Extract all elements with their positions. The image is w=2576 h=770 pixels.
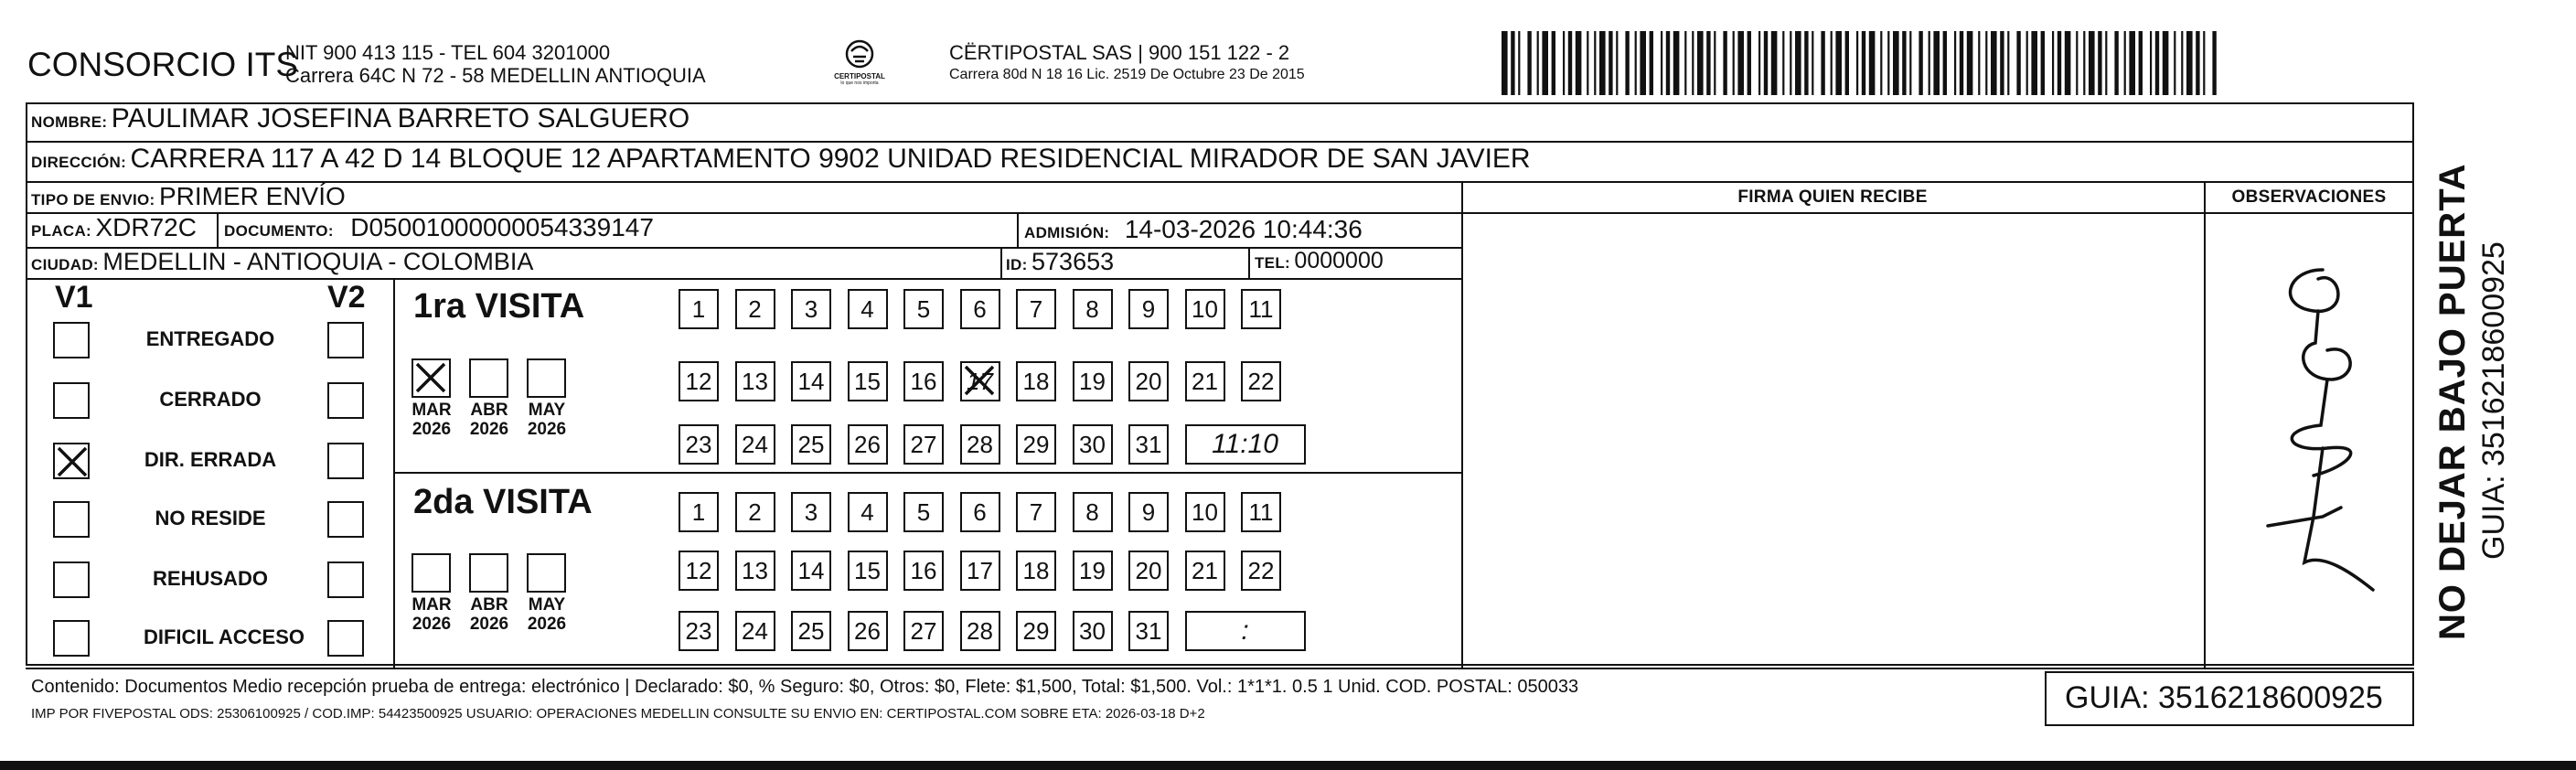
ciudad-cell (31, 248, 533, 276)
day-box[interactable]: 31 (1128, 611, 1169, 651)
documento-value: D05001000000054339147 (350, 213, 654, 241)
day-box[interactable]: 9 (1128, 289, 1169, 329)
status-v1-checkbox[interactable] (53, 620, 90, 657)
barcode-bar (2150, 31, 2152, 95)
status-option-label: DIFICIL ACCESO (143, 626, 305, 648)
day-box[interactable]: 19 (1073, 361, 1113, 401)
time-box[interactable]: : (1185, 611, 1306, 651)
barcode-bar (1790, 31, 1791, 95)
barcode-bar (2114, 31, 2118, 95)
status-v1-checkbox[interactable] (53, 501, 90, 538)
month-checkbox[interactable] (527, 553, 566, 593)
barcode-bar (1594, 31, 1596, 95)
day-box[interactable]: 23 (679, 424, 719, 465)
day-box[interactable]: 12 (679, 551, 719, 591)
placa-label: PLACA: (31, 222, 92, 240)
month-checkbox[interactable] (412, 358, 451, 398)
day-box[interactable]: 6 (960, 289, 1000, 329)
day-box[interactable]: 5 (903, 289, 944, 329)
barcode-bar (1542, 31, 1548, 95)
status-option-label: CERRADO (159, 388, 262, 411)
barcode-bar (1758, 31, 1760, 95)
barcode-graphic (1502, 31, 2224, 95)
id-value: 573653 (1031, 248, 1115, 275)
barcode-bar (1518, 31, 1520, 95)
month-label: ABR (470, 595, 508, 615)
barcode-bar (1960, 31, 1963, 95)
admision-value: 14-03-2026 10:44:36 (1124, 215, 1363, 243)
observaciones-header: OBSERVACIONES (2231, 187, 2387, 207)
v1-label: V1 (55, 280, 93, 315)
barcode-bar (2007, 31, 2009, 95)
day-box[interactable]: 19 (1073, 551, 1113, 591)
day-box[interactable]: 4 (848, 289, 888, 329)
month-year: 2026 (527, 615, 567, 634)
bottom-edge (0, 761, 2576, 770)
status-option-label: DIR. ERRADA (144, 448, 277, 471)
barcode-bar (1587, 31, 1588, 95)
barcode-bar (1502, 31, 1508, 95)
day-box[interactable]: 15 (848, 551, 888, 591)
barcode-bar (1635, 31, 1637, 95)
month-checkbox[interactable] (469, 553, 508, 593)
barcode-bar (1723, 31, 1726, 95)
day-box[interactable]: 28 (960, 424, 1000, 465)
barcode-bar (2083, 31, 2085, 95)
barcode-bar (2105, 31, 2107, 95)
x-mark-icon (413, 360, 448, 395)
barcode-bar (2174, 31, 2175, 95)
barcode-bar (1706, 31, 1710, 95)
day-box[interactable]: 27 (903, 424, 944, 465)
day-box[interactable]: 30 (1073, 424, 1113, 465)
day-box[interactable]: 25 (791, 424, 831, 465)
barcode-bar (1748, 31, 1751, 95)
barcode-bar (1985, 31, 1987, 95)
day-box[interactable]: 1 (679, 492, 719, 532)
documento-label: DOCUMENTO: (224, 222, 334, 240)
barcode-bar (1771, 31, 1778, 95)
day-box[interactable]: 29 (1016, 424, 1056, 465)
barcode-bar (1599, 31, 1606, 95)
month-checkbox[interactable] (412, 553, 451, 593)
month-label: MAY (528, 401, 566, 420)
nombre-row (31, 103, 689, 134)
day-box[interactable]: 26 (848, 424, 888, 465)
day-box[interactable]: 17 (960, 361, 1000, 401)
id-cell (1006, 248, 1114, 276)
admision-label: ADMISIÓN: (1024, 224, 1110, 241)
tel-cell (1255, 248, 1384, 274)
company-address: Carrera 64C N 72 - 58 MEDELLIN ANTIOQUIA (285, 64, 706, 87)
barcode-bar (2139, 31, 2143, 95)
barcode-bar (1978, 31, 1980, 95)
day-box[interactable]: 22 (1241, 551, 1281, 591)
month-checkbox[interactable] (527, 358, 566, 398)
documento-cell (224, 213, 654, 242)
barcode-bar (1880, 31, 1882, 95)
month-label: MAR (412, 595, 452, 615)
barcode-bar (1887, 31, 1889, 95)
barcode-bar (1795, 31, 1801, 95)
barcode-bar (2052, 31, 2054, 95)
status-v2-checkbox[interactable] (327, 561, 364, 598)
barcode-bar (1609, 31, 1612, 95)
recipient-name: PAULIMAR JOSEFINA BARRETO SALGUERO (111, 103, 690, 134)
x-mark-icon (55, 444, 90, 479)
day-box[interactable]: 13 (735, 361, 775, 401)
barcode-bar (1616, 31, 1618, 95)
day-box[interactable]: 4 (848, 492, 888, 532)
day-box[interactable]: 27 (903, 611, 944, 651)
day-box[interactable]: 3 (791, 289, 831, 329)
barcode-bar (2155, 31, 2159, 95)
barcode-bar (1733, 31, 1735, 95)
handwritten-signature (2213, 242, 2405, 608)
barcode-bar (1929, 31, 1930, 95)
barcode-bar (1869, 31, 1876, 95)
barcode-bar (1640, 31, 1646, 95)
day-box[interactable]: 3 (791, 492, 831, 532)
day-box[interactable]: 22 (1241, 361, 1281, 401)
barcode-bar (1684, 31, 1686, 95)
month-label: MAY (528, 595, 566, 615)
day-box[interactable]: 10 (1185, 289, 1225, 329)
day-box[interactable]: 7 (1016, 492, 1056, 532)
barcode-bar (1650, 31, 1653, 95)
day-box[interactable]: 9 (1128, 492, 1169, 532)
month-year: 2026 (469, 615, 509, 634)
barcode-bar (2181, 31, 2183, 95)
barcode-bar (2058, 31, 2061, 95)
day-box[interactable]: 1 (679, 289, 719, 329)
barcode-bar (1902, 31, 1906, 95)
day-box[interactable]: 2 (735, 492, 775, 532)
day-box[interactable]: 16 (903, 361, 944, 401)
day-box[interactable]: 21 (1185, 361, 1225, 401)
barcode (1502, 31, 2224, 95)
firma-header: FIRMA QUIEN RECIBE (1737, 187, 1928, 207)
day-box[interactable]: 24 (735, 424, 775, 465)
day-box[interactable]: 13 (735, 551, 775, 591)
footer-imp: IMP POR FIVEPOSTAL ODS: 25306100925 / COD.IMP: 54423500925 USUARIO: OPERACIONES MEDELLIN CONSULTE SU ENVIO EN: CERTIPOSTAL.COM SOBRE ETA: 2026-03-18 D+2 (31, 706, 1205, 722)
tipo-row (31, 182, 346, 211)
tel-label: TEL: (1255, 254, 1290, 272)
month-year: 2026 (412, 615, 452, 634)
barcode-bar (1527, 31, 1531, 95)
company-name: CONSORCIO ITS (27, 46, 299, 83)
day-box[interactable]: 24 (735, 611, 775, 651)
barcode-bar (1563, 31, 1565, 95)
ciudad-label: CIUDAD: (31, 256, 99, 273)
day-box[interactable]: 10 (1185, 492, 1225, 532)
barcode-bar (1919, 31, 1922, 95)
status-v1-checkbox[interactable] (53, 322, 90, 358)
barcode-bar (2186, 31, 2193, 95)
id-label: ID: (1006, 256, 1028, 273)
status-option-label: ENTREGADO (145, 327, 275, 350)
day-box[interactable]: 28 (960, 611, 1000, 651)
day-box[interactable]: 12 (679, 361, 719, 401)
barcode-bar (2098, 31, 2101, 95)
barcode-bar (2026, 31, 2028, 95)
day-box[interactable]: 5 (903, 492, 944, 532)
barcode-bar (1692, 31, 1694, 95)
day-box[interactable]: 11 (1241, 492, 1281, 532)
barcode-bar (2163, 31, 2169, 95)
barcode-bar (2076, 31, 2078, 95)
day-box[interactable]: 21 (1185, 551, 1225, 591)
day-box[interactable]: 18 (1016, 361, 1056, 401)
barcode-bar (1764, 31, 1768, 95)
day-box[interactable]: 8 (1073, 492, 1113, 532)
day-box[interactable]: 26 (848, 611, 888, 651)
barcode-bar (1673, 31, 1680, 95)
barcode-bar (1782, 31, 1784, 95)
barcode-bar (2212, 31, 2216, 95)
barcode-bar (2203, 31, 2205, 95)
day-box[interactable]: 30 (1073, 611, 1113, 651)
barcode-bar (2196, 31, 2199, 95)
status-v2-checkbox[interactable] (327, 501, 364, 538)
day-box[interactable]: 17 (960, 551, 1000, 591)
barcode-bar (1991, 31, 1997, 95)
day-box[interactable]: 11 (1241, 289, 1281, 329)
barcode-bar (2065, 31, 2071, 95)
barcode-bar (1821, 31, 1824, 95)
status-option-label: REHUSADO (153, 567, 268, 590)
status-v2-checkbox[interactable] (327, 322, 364, 358)
day-box[interactable]: 6 (960, 492, 1000, 532)
barcode-bar (2129, 31, 2135, 95)
side-note-warning: NO DEJAR BAJO PUERTA (2432, 163, 2473, 640)
day-box[interactable]: 23 (679, 611, 719, 651)
day-box[interactable]: 8 (1073, 289, 1113, 329)
barcode-bar (1568, 31, 1572, 95)
logo-subtext: lo que nos importa (840, 80, 879, 86)
status-v2-checkbox[interactable] (327, 443, 364, 479)
day-box[interactable]: 31 (1128, 424, 1169, 465)
barcode-bar (1831, 31, 1833, 95)
month-label: ABR (470, 401, 508, 420)
barcode-bar (1666, 31, 1670, 95)
placa-cell (31, 213, 197, 242)
visit2-title: 2da VISITA (413, 483, 593, 521)
barcode-bar (1661, 31, 1662, 95)
status-v1-checkbox[interactable] (53, 382, 90, 419)
day-box[interactable]: 25 (791, 611, 831, 651)
day-box[interactable]: 2 (735, 289, 775, 329)
barcode-bar (2000, 31, 2004, 95)
shipment-type: PRIMER ENVÍO (158, 182, 346, 210)
barcode-bar (2124, 31, 2126, 95)
status-v1-checkbox[interactable] (53, 561, 90, 598)
tipo-label: TIPO DE ENVIO: (31, 191, 155, 209)
day-box[interactable]: 20 (1128, 551, 1169, 591)
barcode-bar (1714, 31, 1716, 95)
status-option-label: NO RESIDE (155, 507, 266, 529)
certipostal-logo-icon (843, 38, 876, 70)
day-box[interactable]: 16 (903, 551, 944, 591)
footer-guia: GUIA: 3516218600925 (2065, 680, 2383, 715)
barcode-bar (1862, 31, 1865, 95)
day-box[interactable]: 14 (791, 361, 831, 401)
barcode-bar (1697, 31, 1704, 95)
day-box[interactable]: 20 (1128, 361, 1169, 401)
nombre-label: NOMBRE: (31, 113, 108, 131)
logo-text: CERTIPOSTAL (834, 72, 885, 80)
nit-line: NIT 900 413 115 - TEL 604 3201000 (285, 41, 611, 64)
barcode-bar (1537, 31, 1539, 95)
barcode-bar (1943, 31, 1947, 95)
barcode-bar (1552, 31, 1555, 95)
direccion-label: DIRECCIÓN: (31, 154, 127, 171)
placa-value: XDR72C (95, 213, 197, 241)
barcode-bar (1909, 31, 1911, 95)
month-year: 2026 (527, 420, 567, 439)
day-box[interactable]: 7 (1016, 289, 1056, 329)
barcode-bar (1845, 31, 1849, 95)
visit1-title: 1ra VISITA (413, 287, 585, 326)
day-box[interactable]: 14 (791, 551, 831, 591)
barcode-bar (1933, 31, 1940, 95)
barcode-bar (1954, 31, 1956, 95)
barcode-bar (1511, 31, 1514, 95)
barcode-bar (1967, 31, 1973, 95)
barcode-bar (1893, 31, 1899, 95)
barcode-bar (2016, 31, 2020, 95)
barcode-bar (2031, 31, 2037, 95)
barcode-bar (2089, 31, 2095, 95)
certipostal-logo (828, 38, 892, 93)
carrier-line: CËRTIPOSTAL SAS | 900 151 122 - 2 (949, 41, 1290, 64)
status-v2-checkbox[interactable] (327, 382, 364, 419)
barcode-bar (1856, 31, 1858, 95)
day-box[interactable]: 29 (1016, 611, 1056, 651)
month-label: MAR (412, 401, 452, 420)
carrier-address: Carrera 80d N 18 16 Lic. 2519 De Octubre 23 De 2015 (949, 67, 1305, 82)
barcode-bar (1804, 31, 1808, 95)
v2-label: V2 (327, 280, 366, 315)
month-year: 2026 (469, 420, 509, 439)
direccion-row (31, 144, 1531, 175)
month-year: 2026 (412, 420, 452, 439)
day-box[interactable]: 18 (1016, 551, 1056, 591)
barcode-bar (2041, 31, 2045, 95)
recipient-address: CARRERA 117 A 42 D 14 BLOQUE 12 APARTAMENTO 9902 UNIDAD RESIDENCIAL MIRADOR DE SAN JAVIER (130, 144, 1531, 174)
day-box[interactable]: 15 (848, 361, 888, 401)
barcode-bar (1625, 31, 1629, 95)
barcode-bar (1737, 31, 1744, 95)
barcode-bar (1576, 31, 1582, 95)
admision-cell (1024, 215, 1363, 244)
footer-contenido: Contenido: Documentos Medio recepción prueba de entrega: electrónico | Declarado: $0, % Seguro: $0, Otros: $0, Flete: $1,500, Total: $1,500. Vol.: 1*1*1. 0.5 1 Unid. COD. POSTAL: 050033 (31, 677, 1579, 697)
ciudad-value: MEDELLIN - ANTIOQUIA - COLOMBIA (102, 248, 534, 275)
time-box[interactable]: 11:10 (1185, 424, 1306, 465)
barcode-bar (1835, 31, 1842, 95)
side-guia: GUIA: 3516218600925 (2476, 241, 2511, 560)
status-v1-checkbox[interactable] (53, 443, 90, 479)
barcode-bar (1812, 31, 1813, 95)
tel-value: 0000000 (1294, 248, 1384, 273)
month-checkbox[interactable] (469, 358, 508, 398)
